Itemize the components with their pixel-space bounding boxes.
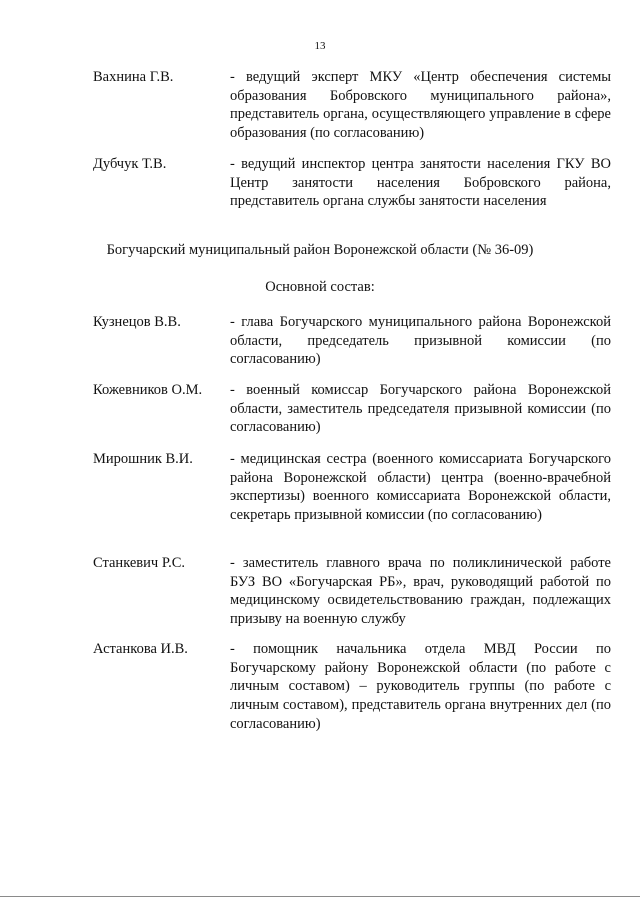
member-role: - глава Богучарского муниципального района Воронежской области, председатель призывной комиссии (по согласованию) xyxy=(230,314,611,368)
member-name: Кожевников О.М. xyxy=(93,382,203,398)
member-role: - помощник начальника отдела МВД России по Богучарскому району Воронежской области (по работе с личным составом) – руководитель группы (по работе с личным составом), представитель органа внутренних дел (по согласованию) xyxy=(230,641,611,732)
member-name: Мирошник В.И. xyxy=(93,451,193,467)
page-bottom-edge xyxy=(0,896,640,897)
member-entry-dubchuk xyxy=(93,155,613,211)
member-name: Дубчук Т.В. xyxy=(93,156,167,172)
page-number: 13 xyxy=(314,40,326,52)
member-role: - заместитель главного врача по поликлинической работе БУЗ ВО «Богучарская РБ», врач, руководящий работой по медицинскому освидетельствованию граждан, подлежащих призыву на военную службу xyxy=(230,555,611,628)
member-entry-kuznetsov xyxy=(93,313,613,369)
member-name: Астанкова И.В. xyxy=(93,641,188,657)
member-entry-stankevich xyxy=(93,554,613,629)
member-name: Станкевич Р.С. xyxy=(93,555,186,571)
member-name: Вахнина Г.В. xyxy=(93,69,174,85)
member-name: Кузнецов В.В. xyxy=(93,314,181,330)
section-heading: Основной состав: xyxy=(265,279,375,295)
member-role: - ведущий инспектор центра занятости населения ГКУ ВО Центр занятости населения Бобровского района, представитель органа службы занятости населения xyxy=(230,156,611,210)
member-entry-astankova xyxy=(93,640,613,734)
member-entry-vakhnina xyxy=(93,68,613,143)
member-entry-kozhevnikov xyxy=(93,381,613,437)
member-role: - медицинская сестра (военного комиссариата Богучарского района Воронежской области) центра (военно-врачебной экспертизы) военного комиссариата Воронежской области, секретарь призывной комиссии (по согласованию) xyxy=(230,451,611,524)
member-role: - ведущий эксперт МКУ «Центр обеспечения системы образования Бобровского муниципального района», представитель органа, осуществляющего управление в сфере образования (по согласованию) xyxy=(230,69,611,142)
member-entry-miroshnik xyxy=(93,450,613,525)
member-role: - военный комиссар Богучарского района Воронежской области, заместитель председателя призывной комиссии (по согласованию) xyxy=(230,382,611,436)
district-heading: Богучарский муниципальный район Воронежской области (№ 36-09) xyxy=(106,242,534,258)
